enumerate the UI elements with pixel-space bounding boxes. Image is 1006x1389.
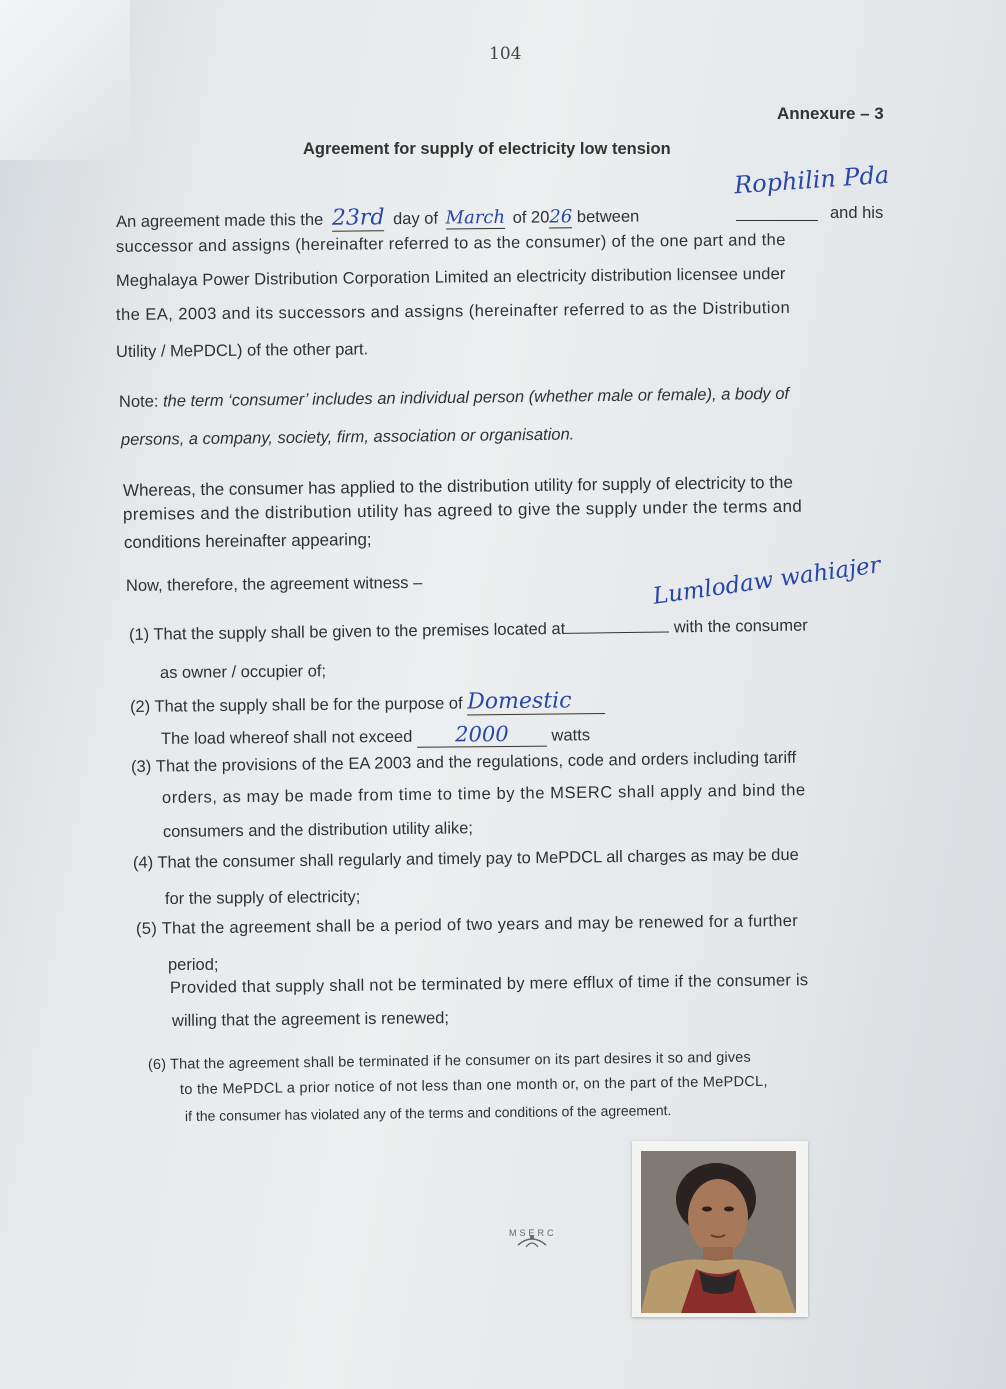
whereas-line-1: Whereas, the consumer has applied to the distribution utility for supply of electricity to the: [122, 472, 794, 500]
clause-5-line-4: willing that the agreement is renewed;: [171, 1009, 450, 1030]
month-field: March: [445, 206, 506, 229]
intro-line-3: Meghalaya Power Distribution Corporation Limited an electricity distribution licensee under: [115, 264, 786, 290]
party-name-handwritten: Rophilin Pda: [733, 160, 891, 200]
clause-2-text-a: (2) That the supply shall be for the purpose of: [129, 694, 463, 716]
purpose-field: Domestic: [467, 688, 605, 715]
note-text-1: the term ‘consumer’ includes an individual person (whether male or female), a body of: [162, 384, 790, 411]
note-line-1: [119, 385, 789, 412]
location-handwritten: Lumlodaw wahiajer: [651, 552, 883, 610]
note-line-2: persons, a company, society, firm, association or organisation.: [120, 425, 575, 449]
intro-text-e: and his: [830, 204, 884, 222]
document-title: Agreement for supply of electricity low tension: [303, 140, 671, 158]
clause-6-line-1: (6) That the agreement shall be terminated if he consumer on its part desires it so and gives: [147, 1049, 751, 1073]
clause-2-line-2: [161, 721, 590, 750]
page-fold-shadow: [0, 0, 130, 160]
intro-text-d: between: [576, 207, 640, 227]
intro-text-a: An agreement made this the: [115, 210, 324, 231]
photo-image: [641, 1151, 796, 1313]
annexure-label: Annexure – 3: [777, 104, 884, 123]
clause-5-line-2: period;: [168, 956, 219, 974]
clause-1-text-a: (1) That the supply shall be given to the premises located at: [128, 619, 566, 644]
intro-line-5: Utility / MePDCL) of the other part.: [115, 340, 369, 361]
intro-line-1: [116, 203, 640, 234]
clause-2-text-c: watts: [551, 726, 591, 745]
intro-line-2: successor and assigns (hereinafter referred to as the consumer) of the one part and the: [115, 230, 786, 256]
year-field: 26: [549, 206, 573, 228]
load-field: 2000: [417, 722, 547, 748]
clause-1-line-2: as owner / occupier of;: [159, 662, 327, 682]
clause-5-line-3: Provided that supply shall not be terminated by mere efflux of time if the consumer is: [169, 971, 809, 997]
clause-2-text-b: The load whereof shall not exceed: [160, 727, 413, 748]
note-label: Note:: [118, 392, 159, 411]
location-field-underline: [565, 617, 669, 633]
party-name-underline: [736, 220, 818, 221]
clause-6-line-3: if the consumer has violated any of the terms and conditions of the agreement.: [184, 1102, 672, 1124]
clause-3-line-1: (3) That the provisions of the EA 2003 and the regulations, code and orders including tariff: [130, 748, 797, 776]
passport-photo: [632, 1141, 808, 1317]
clause-5-line-1: (5) That the agreement shall be a period of two years and may be renewed for a further: [135, 911, 799, 938]
clause-2-line-1: [130, 688, 605, 719]
clause-4-line-2: for the supply of electricity;: [164, 887, 361, 908]
clause-1-line-1: [129, 616, 808, 645]
day-field: 23rd: [331, 205, 385, 231]
page-number: 104: [489, 44, 522, 64]
whereas-line-2: premises and the distribution utility has agreed to give the supply under the terms and: [122, 496, 803, 524]
clause-3-line-3: consumers and the distribution utility alike;: [162, 819, 474, 841]
clause-3-line-2: orders, as may be made from time to time by the MSERC shall apply and bind the: [161, 781, 806, 807]
intro-text-b: day of: [392, 209, 439, 229]
mserc-watermark-text: MSERC: [509, 1228, 557, 1238]
clause-1-text-b: with the consumer: [673, 616, 808, 637]
intro-line-4: the EA, 2003 and its successors and assigns (hereinafter referred to as the Distribution: [115, 298, 791, 324]
witness-line: Now, therefore, the agreement witness –: [125, 573, 423, 595]
whereas-line-3: conditions hereinafter appearing;: [123, 529, 372, 552]
clause-6-line-2: to the MePDCL a prior notice of not less than one month or, on the part of the MePDCL,: [179, 1073, 768, 1098]
clause-4-line-1: (4) That the consumer shall regularly and timely pay to MePDCL all charges as may be due: [132, 845, 799, 872]
intro-text-c: of 20: [512, 208, 550, 227]
